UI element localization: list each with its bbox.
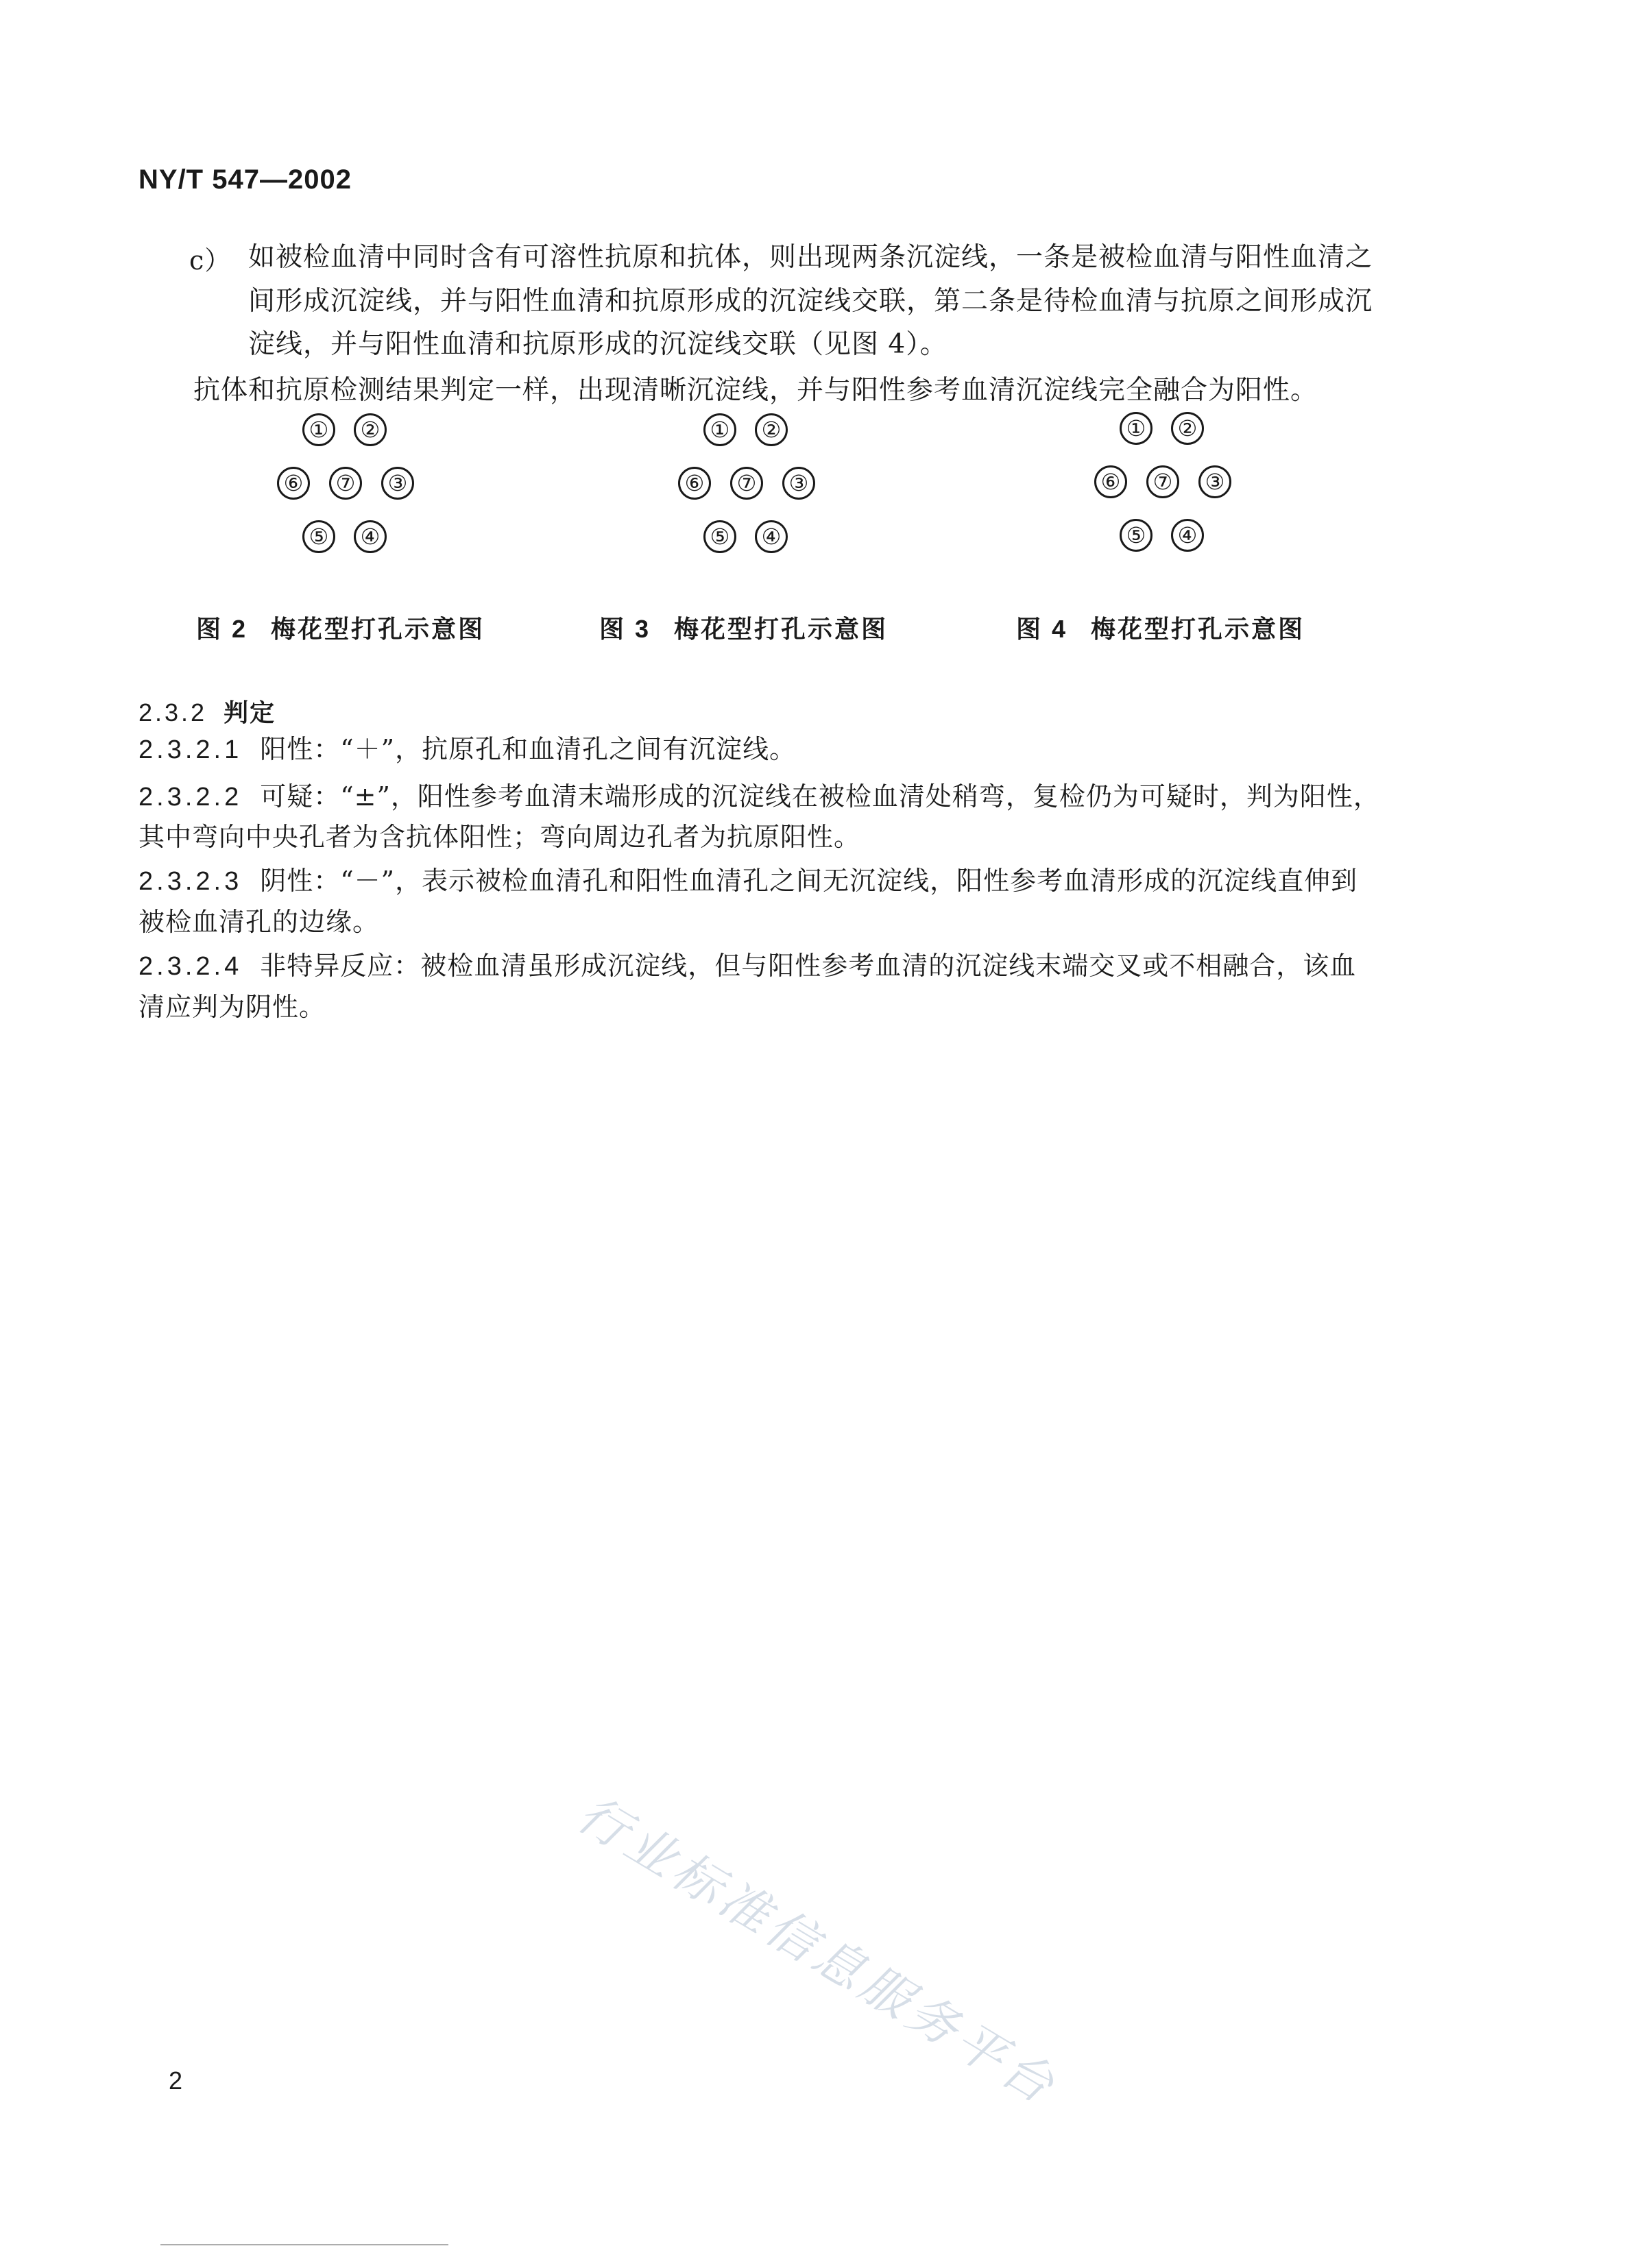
- clause: [138, 777, 1380, 817]
- item-c-line: 如被检血清中同时含有可溶性抗原和抗体，则出现两条沉淀线，一条是被检血清与阳性血清之: [248, 242, 1373, 273]
- well-1: ①: [1120, 412, 1153, 445]
- well-6: ⑥: [678, 467, 711, 500]
- plum-well-diagram: [273, 411, 424, 589]
- well-3: ③: [381, 467, 414, 500]
- well-4: ④: [1171, 519, 1204, 552]
- clause-number: 2.3.2.2: [138, 783, 243, 812]
- clause-text: 可疑：“±”，阳性参考血清末端形成的沉淀线在被检血清处稍弯，复检仍为可疑时，判为阳性，: [260, 781, 1380, 812]
- clause-number: 2.3.2.3: [138, 867, 243, 896]
- clause-text: 阴性：“－”，表示被检血清孔和阳性血清孔之间无沉淀线，阳性参考血清形成的沉淀线直伸到: [260, 866, 1358, 896]
- section-heading: [138, 694, 276, 729]
- figure-number: 图 4: [1016, 615, 1068, 643]
- well-2: ②: [755, 413, 788, 446]
- clause-continuation: 其中弯向中央孔者为含抗体阳性；弯向周边孔者为抗原阳性。: [138, 822, 861, 852]
- well-7-center: ⑦: [1146, 465, 1179, 498]
- figure-caption: [1016, 610, 1305, 645]
- clause: [138, 946, 1356, 986]
- clause: [138, 729, 796, 770]
- well-2: ②: [1171, 412, 1204, 445]
- plum-well-diagram: [1090, 410, 1241, 588]
- section-number: 2.3.2: [138, 698, 208, 727]
- figure-caption: [599, 610, 888, 645]
- clause-number: 2.3.2.1: [138, 735, 243, 764]
- well-5: ⑤: [703, 520, 736, 553]
- clause-text: 阳性：“＋”，抗原孔和血清孔之间有沉淀线。: [260, 734, 797, 764]
- page-number: 2: [169, 2066, 183, 2095]
- well-5: ⑤: [302, 520, 335, 553]
- watermark: 行业标准信息服务平台: [568, 1784, 1068, 2117]
- item-c-line: 淀线，并与阳性血清和抗原形成的沉淀线交联（见图 4）。: [248, 329, 948, 360]
- well-4: ④: [755, 520, 788, 553]
- judgement-sentence: 抗体和抗原检测结果判定一样，出现清晰沉淀线，并与阳性参考血清沉淀线完全融合为阳性。: [193, 375, 1318, 406]
- figure-title: 梅花型打孔示意图: [1091, 615, 1305, 643]
- well-7-center: ⑦: [329, 467, 362, 500]
- figure-number: 图 3: [599, 615, 651, 643]
- figure-number: 图 2: [196, 615, 248, 643]
- section-title: 判定: [224, 698, 276, 727]
- figure-caption: [196, 610, 485, 645]
- clause-continuation: 清应判为阴性。: [138, 992, 326, 1022]
- well-1: ①: [302, 413, 335, 446]
- well-6: ⑥: [1094, 465, 1127, 498]
- item-c-label: c）: [189, 245, 232, 276]
- figure-title: 梅花型打孔示意图: [271, 615, 485, 643]
- well-6: ⑥: [277, 467, 310, 500]
- plum-well-diagram: [674, 411, 825, 589]
- figure-title: 梅花型打孔示意图: [674, 615, 889, 643]
- well-3: ③: [782, 467, 815, 500]
- clause: [138, 861, 1358, 901]
- well-4: ④: [354, 520, 387, 553]
- well-3: ③: [1198, 465, 1231, 498]
- clause-text: 非特异反应：被检血清虽形成沉淀线，但与阳性参考血清的沉淀线末端交叉或不相融合，该血: [260, 951, 1357, 981]
- item-c-line: 间形成沉淀线，并与阳性血清和抗原形成的沉淀线交联，第二条是待检血清与抗原之间形成沉: [248, 286, 1373, 317]
- standard-code: NY/T 547—2002: [138, 164, 352, 195]
- footer-divider: [160, 2244, 448, 2245]
- well-5: ⑤: [1120, 519, 1153, 552]
- clause-number: 2.3.2.4: [138, 952, 243, 981]
- well-2: ②: [354, 413, 387, 446]
- clause-continuation: 被检血清孔的边缘。: [138, 907, 380, 937]
- well-7-center: ⑦: [730, 467, 763, 500]
- well-1: ①: [703, 413, 736, 446]
